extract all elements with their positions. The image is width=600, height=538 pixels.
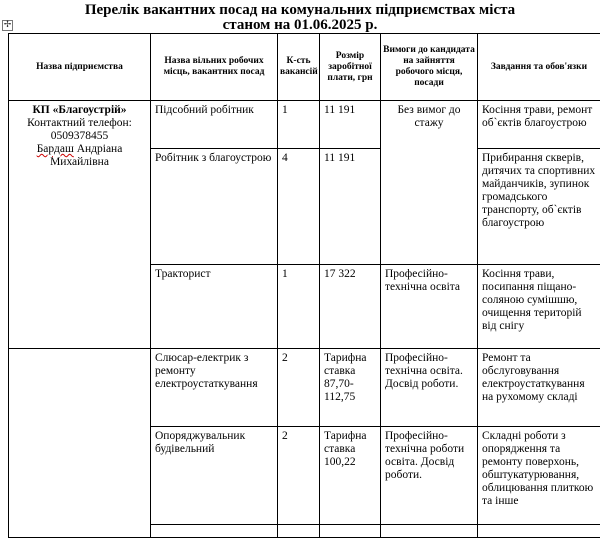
count-cell: 1 bbox=[278, 265, 320, 349]
position-cell: Робітник з благоустрою bbox=[151, 149, 278, 265]
header-requirements: Вимоги до кандидата на зайняття робочого місця, посади bbox=[381, 34, 478, 101]
salary-cell: 11 191 bbox=[320, 149, 381, 265]
duties-cell: Ремонт та обслуговування електроустаткування на рухомому складі bbox=[478, 349, 600, 427]
contact-given-name: Андріана bbox=[74, 143, 123, 155]
count-cell: 2 bbox=[278, 349, 320, 427]
page-subtitle-date: станом на 01.06.2025 р. bbox=[0, 17, 600, 33]
page-title: Перелік вакантних посад на комунальних підприємствах міста bbox=[0, 2, 600, 18]
table-row bbox=[9, 349, 600, 427]
count-cell: 4 bbox=[278, 149, 320, 265]
requirements-cell: Професійно-технічна роботи освіта. Досвід роботи. bbox=[381, 427, 478, 525]
contact-patronymic: Михайлівна bbox=[13, 156, 146, 169]
company-cell bbox=[9, 101, 151, 349]
header-salary: Розмір заробітної плати, грн bbox=[320, 34, 381, 101]
contact-name bbox=[13, 143, 146, 156]
phone-number: 0509378455 bbox=[13, 130, 146, 143]
header-count: К-сть вакансій bbox=[278, 34, 320, 101]
duties-cell: Косіння трави, ремонт об`єктів благоустрою bbox=[478, 101, 600, 149]
position-cell: Тракторист bbox=[151, 265, 278, 349]
header-duties: Завдання та обов'язки bbox=[478, 34, 600, 101]
position-cell-empty bbox=[151, 525, 278, 538]
requirements-cell: Професійно-технічна освіта. Досвід роботи. bbox=[381, 349, 478, 427]
duties-cell-empty bbox=[478, 525, 600, 538]
count-cell: 1 bbox=[278, 101, 320, 149]
vacancies-table bbox=[8, 33, 600, 538]
salary-cell-empty bbox=[320, 525, 381, 538]
duties-cell: Складні роботи з опорядження та ремонту поверхонь, обштукатурювання, облицювання плиткою та інше bbox=[478, 427, 600, 525]
duties-cell: Косіння трави, посипання піщано-соляною сумішшю, очищення територій від снігу bbox=[478, 265, 600, 349]
count-cell: 2 bbox=[278, 427, 320, 525]
duties-cell: Прибирання скверів, дитячих та спортивних майданчиків, зупинок громадського транспорту, об`єктів благоустрою bbox=[478, 149, 600, 265]
salary-cell: Тарифна ставка 100,22 bbox=[320, 427, 381, 525]
phone-label: Контактний телефон: bbox=[13, 117, 146, 130]
position-cell: Слюсар-електрик з ремонту електроустаткування bbox=[151, 349, 278, 427]
salary-cell: Тарифна ставка 87,70-112,75 bbox=[320, 349, 381, 427]
company-cell-empty bbox=[9, 349, 151, 538]
requirements-cell-empty bbox=[381, 525, 478, 538]
company-name: КП «Благоустрій» bbox=[13, 104, 146, 117]
header-company: Назва підприємства bbox=[9, 34, 151, 101]
table-row bbox=[9, 101, 600, 149]
position-cell: Опоряджувальник будівельний bbox=[151, 427, 278, 525]
header-position: Назва вільних робочих місць, вакантних посад bbox=[151, 34, 278, 101]
salary-cell: 17 322 bbox=[320, 265, 381, 349]
contact-surname: Бардаш bbox=[37, 143, 74, 155]
salary-cell: 11 191 bbox=[320, 101, 381, 149]
position-cell: Підсобний робітник bbox=[151, 101, 278, 149]
requirements-cell-shared: Без вимог до стажу bbox=[381, 101, 478, 265]
requirements-cell: Професійно-технічна освіта bbox=[381, 265, 478, 349]
table-move-handle-icon[interactable]: ✢ bbox=[2, 20, 13, 31]
table-header-row bbox=[9, 34, 600, 101]
count-cell-empty bbox=[278, 525, 320, 538]
